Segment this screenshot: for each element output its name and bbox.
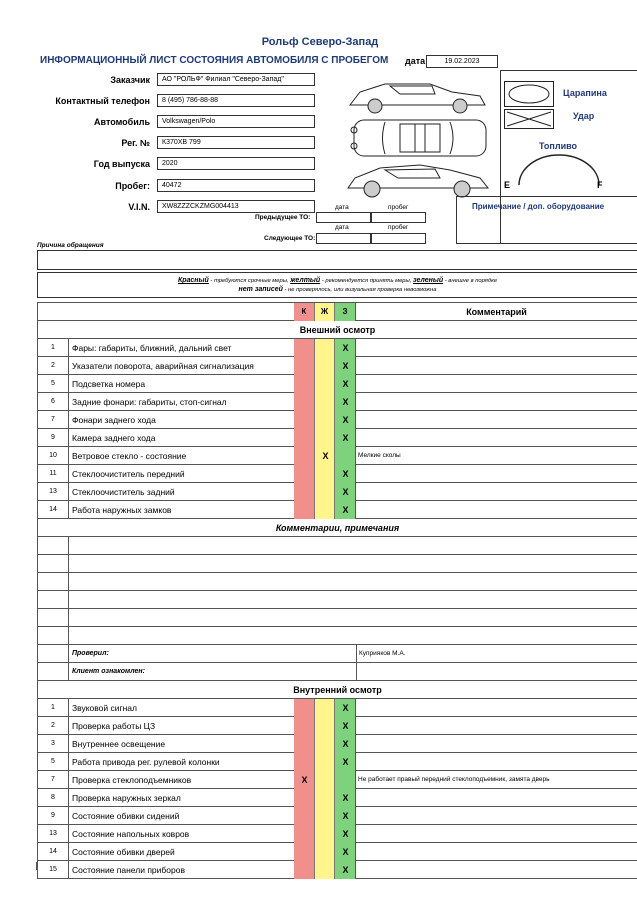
- yellow-cell[interactable]: [315, 771, 335, 789]
- check-mark: X: [342, 415, 349, 425]
- row-item-name: Работа наружных замков: [69, 501, 325, 519]
- row-comment[interactable]: [356, 483, 637, 501]
- left-margin-line: [36, 862, 37, 870]
- row-comment[interactable]: [356, 807, 637, 825]
- row-number: 2: [38, 717, 69, 735]
- row-item-name: Камера заднего хода: [69, 429, 325, 447]
- fuel-empty-label: E: [504, 180, 511, 190]
- row-item-name: Фары: габариты, ближний, дальний свет: [69, 339, 325, 357]
- row-comment[interactable]: [356, 825, 637, 843]
- red-cell[interactable]: [294, 429, 315, 447]
- notes-box[interactable]: [456, 196, 637, 244]
- document-title: ИНФОРМАЦИОННЫЙ ЛИСТ СОСТОЯНИЯ АВТОМОБИЛЯ С ПРОБЕГОМ: [40, 55, 389, 66]
- row-item-name: Подсветка номера: [69, 375, 325, 393]
- next-to-label: Следующее ТО:: [264, 235, 316, 242]
- row-item-name: Проверка наружных зеркал: [69, 789, 325, 807]
- row-item-name: Проверка работы ЦЗ: [69, 717, 325, 735]
- checked-label: Проверил:: [72, 650, 109, 657]
- next-to-mileage-field[interactable]: [371, 233, 426, 244]
- external-rows: [38, 339, 637, 519]
- check-mark: X: [342, 865, 349, 875]
- table-row: [38, 861, 637, 879]
- year-field[interactable]: 2020: [157, 157, 315, 170]
- scratch-label: Царапина: [563, 88, 607, 98]
- row-number: 13: [38, 825, 69, 843]
- table-row: [38, 483, 637, 501]
- hit-label: Удар: [573, 111, 595, 121]
- check-mark: X: [342, 505, 349, 515]
- row-comment[interactable]: [356, 789, 637, 807]
- yellow-cell[interactable]: [315, 501, 335, 519]
- col-green-header: З: [335, 303, 356, 321]
- car-label: Автомобиль: [94, 117, 150, 127]
- check-mark: X: [342, 469, 349, 479]
- check-mark: X: [342, 487, 349, 497]
- table-header-row: [38, 303, 637, 321]
- internal-section-title: Внутренний осмотр: [38, 681, 637, 699]
- check-mark: X: [342, 397, 349, 407]
- row-number: 9: [38, 807, 69, 825]
- row-comment[interactable]: [356, 411, 637, 429]
- row-number: 7: [38, 771, 69, 789]
- check-mark: X: [342, 379, 349, 389]
- fuel-gauge-icon: [509, 149, 609, 189]
- comment-rows: [38, 537, 637, 645]
- legend-green-text: - внешне в порядке: [443, 278, 498, 284]
- check-mark: X: [342, 847, 349, 857]
- check-mark: X: [342, 829, 349, 839]
- row-comment[interactable]: [356, 861, 637, 879]
- row-comment[interactable]: [356, 753, 637, 771]
- client-signature[interactable]: [356, 663, 357, 681]
- yellow-cell[interactable]: [315, 789, 335, 807]
- fuel-full-label: F: [597, 180, 603, 190]
- table-row: [38, 393, 637, 411]
- prev-to-label: Предыдущее ТО:: [255, 214, 311, 221]
- row-item-name: Задние фонари: габариты, стоп-сигнал: [69, 393, 325, 411]
- table-row: [38, 465, 637, 483]
- table-row: [38, 375, 637, 393]
- comment-line[interactable]: [38, 537, 637, 555]
- table-row: [38, 753, 637, 771]
- next-to-mileage-header: пробег: [388, 224, 409, 231]
- car-field[interactable]: Volkswagen/Polo: [157, 115, 315, 128]
- row-item-name: Ветровое стекло - состояние: [69, 447, 325, 465]
- row-number: 1: [38, 339, 69, 357]
- table-row: [38, 717, 637, 735]
- check-mark: X: [342, 721, 349, 731]
- internal-rows: [38, 699, 637, 879]
- row-item-name: Стеклоочиститель передний: [69, 465, 325, 483]
- check-mark: X: [301, 775, 308, 785]
- row-comment[interactable]: Мелкие сколы: [358, 452, 401, 459]
- row-item-name: Внутреннее освещение: [69, 735, 325, 753]
- next-to-date-field[interactable]: [316, 233, 371, 244]
- legend-red-word: Красный: [177, 277, 209, 284]
- red-cell[interactable]: [294, 483, 315, 501]
- legend-yellow-word: желтый: [290, 277, 321, 284]
- check-mark: X: [342, 433, 349, 443]
- car-side-bottom-icon: [348, 165, 488, 197]
- yellow-cell[interactable]: [315, 861, 335, 879]
- reason-field[interactable]: [37, 250, 637, 270]
- yellow-cell[interactable]: [315, 465, 335, 483]
- red-cell[interactable]: [294, 753, 315, 771]
- row-comment[interactable]: [356, 501, 637, 519]
- table-row: [38, 789, 637, 807]
- red-cell[interactable]: [294, 393, 315, 411]
- table-row: [38, 501, 637, 519]
- row-comment[interactable]: Не работает правый передний стеклоподъемник, замята дверь: [358, 776, 550, 783]
- row-number: 11: [38, 465, 69, 483]
- yellow-cell[interactable]: [315, 375, 335, 393]
- table-row: [38, 339, 637, 357]
- red-cell[interactable]: [294, 717, 315, 735]
- row-number: 9: [38, 429, 69, 447]
- customer-field[interactable]: АО "РОЛЬФ" Филиал "Северо-Запад": [157, 73, 315, 86]
- check-mark: X: [342, 811, 349, 821]
- ellipse-icon: [505, 82, 553, 106]
- mileage-label: Пробег:: [115, 181, 150, 191]
- table-row: [38, 699, 637, 717]
- row-comment[interactable]: [356, 375, 637, 393]
- yellow-cell[interactable]: [315, 357, 335, 375]
- comments-section-title: Комментарии, примечания: [38, 519, 637, 537]
- yellow-cell[interactable]: [315, 339, 335, 357]
- yellow-cell[interactable]: [315, 429, 335, 447]
- table-row: [38, 447, 637, 465]
- row-comment[interactable]: [356, 717, 637, 735]
- green-cell[interactable]: [335, 447, 356, 465]
- check-mark: X: [342, 793, 349, 803]
- table-row: [38, 735, 637, 753]
- red-cell[interactable]: [294, 447, 315, 465]
- comment-line[interactable]: [38, 591, 637, 609]
- row-number: 13: [38, 483, 69, 501]
- client-row: [38, 663, 637, 681]
- hit-swatch: [504, 109, 554, 129]
- yellow-cell[interactable]: [315, 807, 335, 825]
- row-comment[interactable]: [356, 393, 637, 411]
- red-cell[interactable]: [294, 339, 315, 357]
- checked-row: [38, 645, 637, 663]
- row-item-name: Проверка стеклоподъемников: [69, 771, 325, 789]
- table-row: [38, 429, 637, 447]
- row-number: 7: [38, 411, 69, 429]
- red-cell[interactable]: [294, 735, 315, 753]
- table-row: [38, 843, 637, 861]
- check-mark: X: [342, 343, 349, 353]
- table-row: [38, 771, 637, 789]
- reg-number-field[interactable]: К370ХВ 799: [157, 136, 315, 149]
- yellow-cell[interactable]: [315, 393, 335, 411]
- legend-green-word: зеленый: [413, 277, 444, 284]
- row-item-name: Звуковой сигнал: [69, 699, 325, 717]
- green-cell[interactable]: [335, 771, 356, 789]
- car-side-top-icon: [350, 84, 485, 113]
- next-to-date-header: дата: [335, 224, 349, 231]
- vin-field[interactable]: XW8ZZZCKZMG004413: [157, 200, 315, 213]
- reg-number-label: Рег. №: [121, 138, 150, 148]
- row-number: 14: [38, 843, 69, 861]
- row-item-name: Указатели поворота, аварийная сигнализация: [69, 357, 325, 375]
- red-cell[interactable]: [294, 699, 315, 717]
- row-number: 6: [38, 393, 69, 411]
- row-number: 10: [38, 447, 69, 465]
- row-item-name: Состояние обивки дверей: [69, 843, 325, 861]
- legend-none-word: нет записей: [238, 286, 283, 293]
- yellow-cell[interactable]: [315, 699, 335, 717]
- date-field[interactable]: 19.02.2023: [426, 55, 498, 68]
- yellow-cell[interactable]: [315, 411, 335, 429]
- cross-icon: [505, 110, 553, 128]
- table-row: [38, 357, 637, 375]
- row-item-name: Состояние обивки сидений: [69, 807, 325, 825]
- col-yellow-header: Ж: [315, 303, 335, 321]
- notes-label: Примечание / доп. оборудование: [472, 202, 605, 211]
- row-number: 1: [38, 699, 69, 717]
- row-comment[interactable]: [356, 357, 637, 375]
- customer-label: Заказчик: [110, 75, 150, 85]
- row-comment[interactable]: [356, 339, 637, 357]
- yellow-cell[interactable]: [315, 753, 335, 771]
- checklist-table: [37, 302, 637, 879]
- row-comment[interactable]: [356, 699, 637, 717]
- col-red-header: К: [294, 303, 315, 321]
- legend-red-text: - требуются срочные меры,: [208, 278, 291, 284]
- row-number: 5: [38, 753, 69, 771]
- comment-line[interactable]: [38, 627, 637, 645]
- red-cell[interactable]: [294, 807, 315, 825]
- table-row: [38, 825, 637, 843]
- mileage-field[interactable]: 40472: [157, 179, 315, 192]
- red-cell[interactable]: [294, 861, 315, 879]
- yellow-cell[interactable]: [315, 843, 335, 861]
- comment-line[interactable]: [38, 555, 637, 573]
- row-comment[interactable]: [356, 465, 637, 483]
- date-label: дата: [405, 56, 426, 66]
- prev-to-date-field[interactable]: [316, 212, 371, 223]
- table-row: [38, 411, 637, 429]
- color-legend: [37, 272, 637, 298]
- row-number: 2: [38, 357, 69, 375]
- check-mark: X: [342, 361, 349, 371]
- vin-label: V.I.N.: [128, 202, 150, 212]
- row-comment[interactable]: [356, 429, 637, 447]
- red-cell[interactable]: [294, 501, 315, 519]
- red-cell[interactable]: [294, 411, 315, 429]
- row-comment[interactable]: [356, 735, 637, 753]
- row-item-name: Стеклоочиститель задний: [69, 483, 325, 501]
- check-mark: X: [342, 757, 349, 767]
- red-cell[interactable]: [294, 465, 315, 483]
- row-item-name: Состояние напольных ковров: [69, 825, 325, 843]
- check-mark: X: [342, 703, 349, 713]
- red-cell[interactable]: [294, 789, 315, 807]
- check-mark: X: [342, 739, 349, 749]
- yellow-cell[interactable]: [315, 735, 335, 753]
- phone-label: Контактный телефон: [55, 96, 150, 106]
- row-number: 8: [38, 789, 69, 807]
- row-item-name: Состояние панели приборов: [69, 861, 325, 879]
- red-cell[interactable]: [294, 825, 315, 843]
- col-comment-header: Комментарий: [466, 307, 527, 317]
- comment-line[interactable]: [38, 573, 637, 591]
- year-label: Год выпуска: [93, 159, 150, 169]
- check-mark: X: [322, 451, 329, 461]
- table-row: [38, 807, 637, 825]
- car-top-view-icon: [351, 120, 486, 156]
- scratch-swatch: [504, 81, 554, 107]
- checked-value[interactable]: Куприяков М.А.: [356, 645, 405, 663]
- yellow-cell[interactable]: [315, 825, 335, 843]
- phone-field[interactable]: 8 (495) 786-88-88: [157, 94, 315, 107]
- reason-label: Причина обращения: [37, 242, 104, 249]
- prev-to-date-header: дата: [335, 204, 349, 211]
- prev-to-mileage-field[interactable]: [371, 212, 426, 223]
- prev-to-mileage-header: пробег: [388, 204, 409, 211]
- external-section-title: Внешний осмотр: [38, 321, 637, 339]
- row-number: 14: [38, 501, 69, 519]
- car-diagram: [340, 70, 500, 205]
- row-item-name: Работа привода рег. рулевой колонки: [69, 753, 325, 771]
- red-cell[interactable]: [294, 357, 315, 375]
- client-label: Клиент ознакомлен:: [72, 668, 145, 675]
- row-item-name: Фонари заднего хода: [69, 411, 325, 429]
- row-comment[interactable]: [356, 843, 637, 861]
- red-cell[interactable]: [294, 375, 315, 393]
- yellow-cell[interactable]: [315, 717, 335, 735]
- fuel-label: Топливо: [539, 141, 578, 151]
- dealer-title: Рольф Северо-Запад: [261, 36, 379, 48]
- yellow-cell[interactable]: [315, 483, 335, 501]
- legend-none-text: - не проверялось, или визуальная проверка невозможна: [282, 287, 437, 293]
- row-number: 5: [38, 375, 69, 393]
- row-number: 15: [38, 861, 69, 879]
- red-cell[interactable]: [294, 843, 315, 861]
- comment-line[interactable]: [38, 609, 637, 627]
- row-number: 3: [38, 735, 69, 753]
- legend-yellow-text: - рекомендуется принять меры,: [320, 278, 414, 284]
